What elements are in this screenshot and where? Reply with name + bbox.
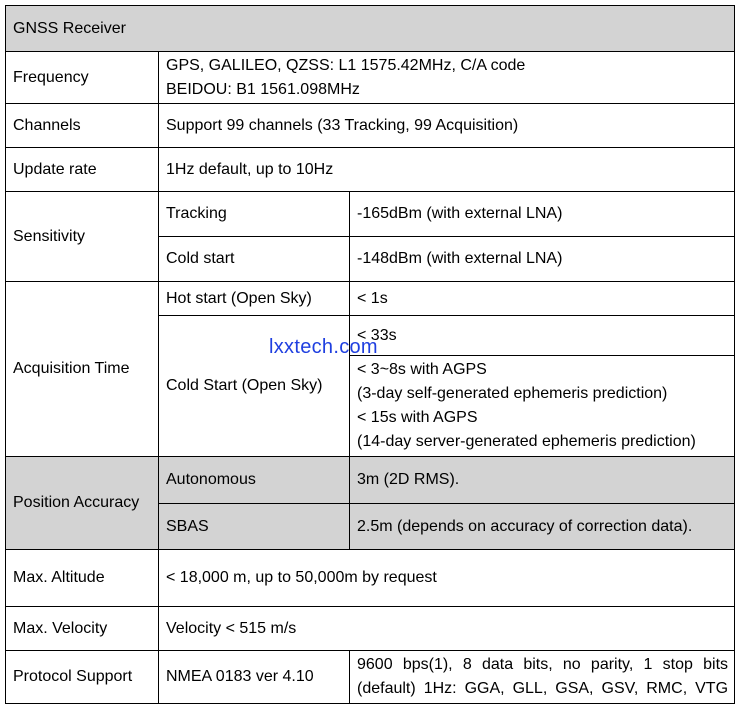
hot-start-value: < 1s	[350, 282, 735, 316]
max-velocity-label: Max. Velocity	[6, 607, 159, 651]
table-row	[6, 651, 735, 704]
watermark-text: lxxtech.com	[269, 336, 378, 358]
sensitivity-value: -165dBm (with external LNA)	[350, 192, 735, 237]
table-title: GNSS Receiver	[6, 6, 735, 52]
acquisition-time-label: Acquisition Time	[6, 282, 159, 457]
table-row	[6, 457, 735, 504]
max-altitude-label: Max. Altitude	[6, 550, 159, 607]
table-row	[6, 550, 735, 607]
cold-start-agps-value: < 3~8s with AGPS (3-day self-generated ephemeris prediction) < 15s with AGPS (14-day server-generated ephemeris prediction)	[350, 356, 735, 457]
sensitivity-mode: Cold start	[159, 237, 350, 282]
cold-start-value: < 33s	[350, 316, 735, 356]
cold-start-mode: Cold Start (Open Sky)	[159, 316, 350, 457]
table-row	[6, 52, 735, 104]
update-rate-label: Update rate	[6, 148, 159, 192]
max-velocity-value: Velocity < 515 m/s	[159, 607, 735, 651]
frequency-value: GPS, GALILEO, QZSS: L1 1575.42MHz, C/A code BEIDOU: B1 1561.098MHz	[159, 52, 735, 104]
table-row	[6, 104, 735, 148]
accuracy-value: 3m (2D RMS).	[350, 457, 735, 504]
table-row	[6, 192, 735, 237]
update-rate-value: 1Hz default, up to 10Hz	[159, 148, 735, 192]
channels-value: Support 99 channels (33 Tracking, 99 Acquisition)	[159, 104, 735, 148]
table-row	[6, 148, 735, 192]
sensitivity-label: Sensitivity	[6, 192, 159, 282]
table-header-row	[6, 6, 735, 52]
hot-start-mode: Hot start (Open Sky)	[159, 282, 350, 316]
protocol-details: 9600 bps(1), 8 data bits, no parity, 1 stop bits (default) 1Hz: GGA, GLL, GSA, GSV, RMC, VTG	[350, 651, 735, 704]
table-row	[6, 607, 735, 651]
accuracy-mode: SBAS	[159, 504, 350, 550]
position-accuracy-label: Position Accuracy	[6, 457, 159, 550]
accuracy-value: 2.5m (depends on accuracy of correction data).	[350, 504, 735, 550]
max-altitude-value: < 18,000 m, up to 50,000m by request	[159, 550, 735, 607]
sensitivity-mode: Tracking	[159, 192, 350, 237]
frequency-label: Frequency	[6, 52, 159, 104]
channels-label: Channels	[6, 104, 159, 148]
protocol-standard: NMEA 0183 ver 4.10	[159, 651, 350, 704]
accuracy-mode: Autonomous	[159, 457, 350, 504]
table-row	[6, 282, 735, 316]
protocol-support-label: Protocol Support	[6, 651, 159, 704]
sensitivity-value: -148dBm (with external LNA)	[350, 237, 735, 282]
